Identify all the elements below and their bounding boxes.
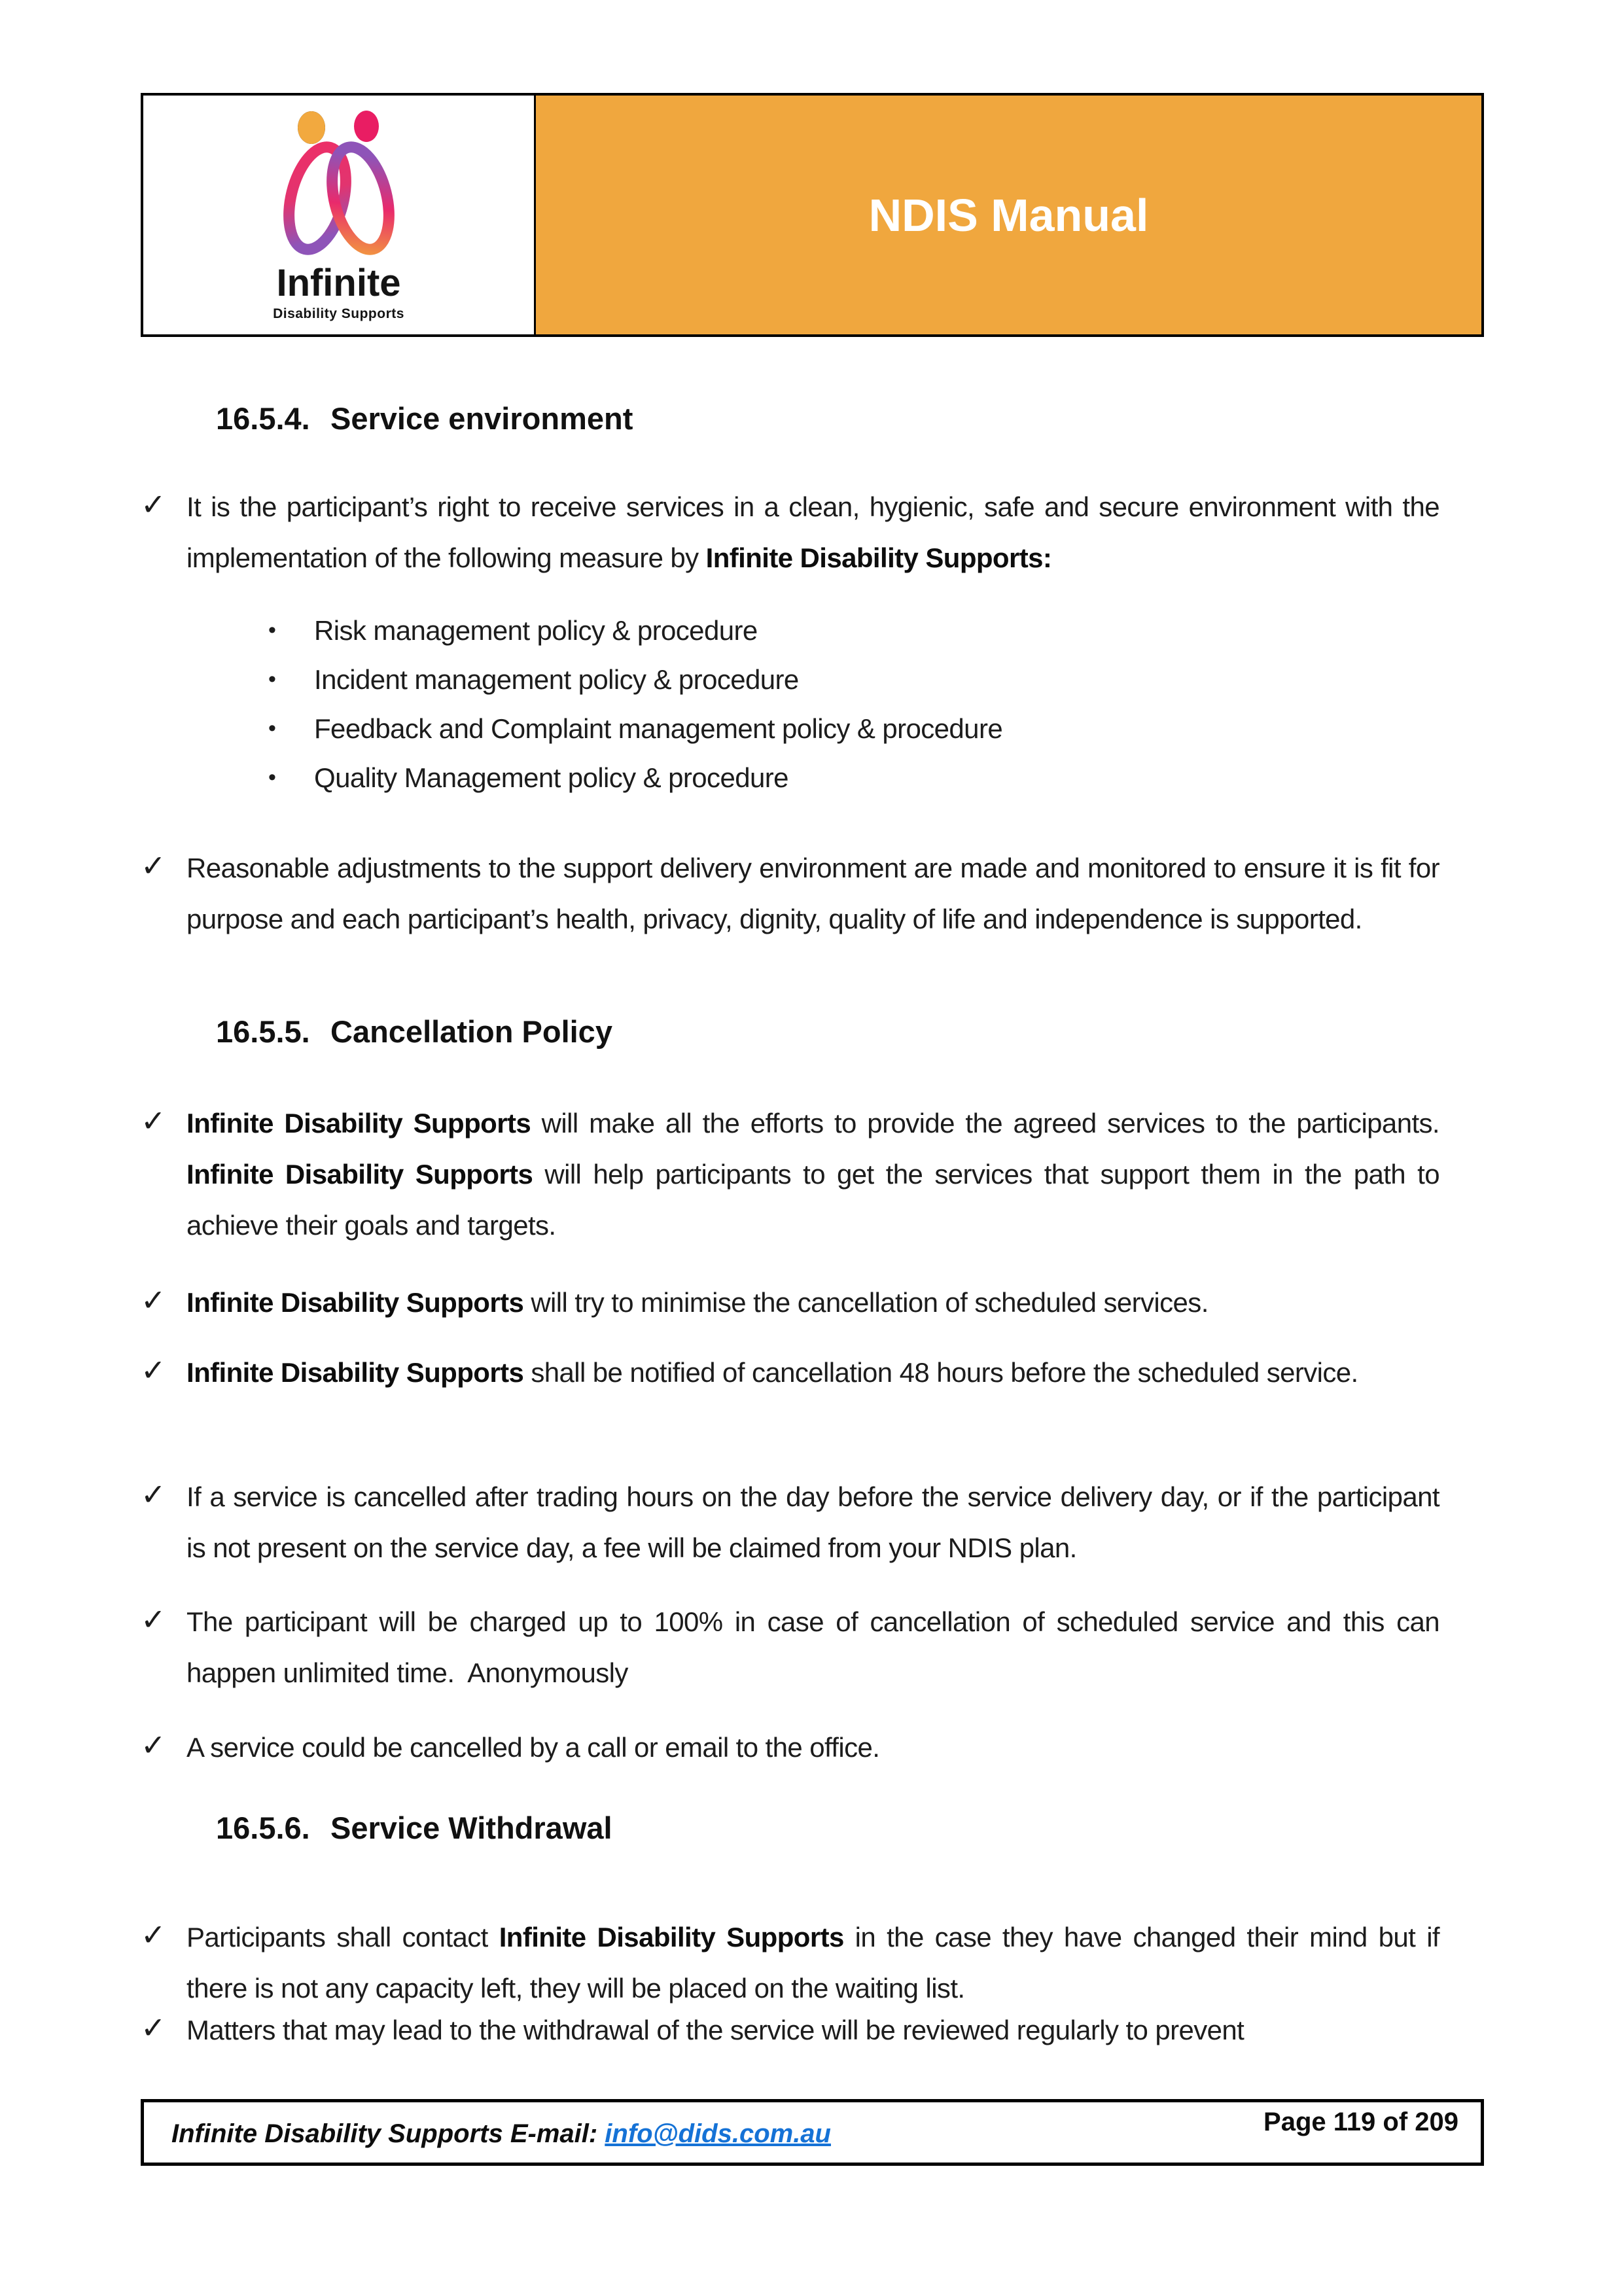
paragraph-text: The participant will be charged up to 100% in case of cancellation of scheduled service and this can happen unlimited time. Anonymously [186, 1606, 1447, 1688]
paragraph-text-bold: Infinite Disability Supports: [705, 542, 1052, 573]
paragraph-text: will make all the efforts to provide the agreed services to the participants. [531, 1108, 1439, 1139]
list-item-text: Risk management policy & procedure [314, 615, 758, 646]
logo [143, 96, 536, 334]
paragraph-text: will help participants to get the services that support them in the path to achieve their goals and targets. [186, 1159, 1439, 1241]
paragraph-text: Participants shall contact [186, 1922, 499, 1952]
check-icon: ✓ [141, 487, 166, 521]
infinity-logo-icon [254, 108, 424, 258]
logo-tagline: Disability Supports [273, 306, 404, 321]
paragraph [141, 482, 1439, 584]
paragraph [141, 2005, 1439, 2056]
banner [536, 96, 1481, 334]
list-item-text: Quality Management policy & procedure [314, 762, 788, 793]
list-item [268, 606, 1381, 655]
section-title: Service Withdrawal [330, 1810, 612, 1845]
header [141, 93, 1484, 337]
check-icon: ✓ [141, 1602, 166, 1636]
list-item [268, 753, 1381, 802]
paragraph [141, 1597, 1447, 1699]
check-icon: ✓ [141, 1353, 166, 1387]
paragraph-text-bold: Infinite Disability Supports [186, 1108, 531, 1139]
list-item-text: Feedback and Complaint management policy & procedure [314, 713, 1003, 744]
paragraph [141, 1098, 1439, 1251]
paragraph [141, 843, 1439, 945]
check-icon: ✓ [141, 1918, 166, 1952]
paragraph-text-bold: Infinite Disability Supports [186, 1287, 524, 1318]
paragraph-text: Reasonable adjustments to the support delivery environment are made and monitored to ensure it is fit for purpose and each participant’s health, privacy, dignity, quality of life and independence is supported. [186, 853, 1439, 934]
bullet-list [268, 606, 1381, 802]
check-icon: ✓ [141, 1728, 166, 1762]
section-number: 16.5.5. [216, 1014, 310, 1049]
check-icon: ✓ [141, 1477, 166, 1511]
bullet-icon: • [268, 765, 276, 790]
paragraph-text: in the case they have changed their mind but if there is not any capacity left, they will be placed on the waiting list. [186, 1922, 1439, 2004]
paragraph-text-bold: Infinite Disability Supports [186, 1159, 533, 1190]
paragraph [141, 1277, 1439, 1328]
list-item-text: Incident management policy & procedure [314, 664, 799, 695]
paragraph-text-bold: Infinite Disability Supports [499, 1922, 844, 1952]
bullet-icon: • [268, 716, 276, 741]
page-number: Page 119 of 209 [1263, 2108, 1458, 2136]
paragraph [141, 1912, 1439, 2014]
section-number: 16.5.6. [216, 1810, 310, 1845]
section-title: Cancellation Policy [330, 1014, 612, 1049]
section-number: 16.5.4. [216, 401, 310, 436]
paragraph-text: shall be notified of cancellation 48 hours before the scheduled service. [523, 1357, 1358, 1388]
paragraph-text: A service could be cancelled by a call or email to the office. [186, 1732, 880, 1763]
section-heading-service-environment [216, 400, 633, 436]
page-title: NDIS Manual [868, 189, 1149, 241]
paragraph-text: If a service is cancelled after trading hours on the day before the service delivery day, or if the participant is not present on the service day, a fee will be claimed from your NDIS plan. [186, 1481, 1439, 1563]
check-icon: ✓ [141, 849, 166, 883]
footer-contact [171, 2119, 831, 2149]
section-title: Service environment [330, 401, 633, 436]
check-icon: ✓ [141, 2011, 166, 2045]
paragraph [141, 1472, 1439, 1574]
bullet-icon: • [268, 618, 276, 643]
check-icon: ✓ [141, 1283, 166, 1317]
paragraph-text: Matters that may lead to the withdrawal of the service will be reviewed regularly to prevent [186, 2015, 1244, 2045]
paragraph-text: It is the participant’s right to receive services in a clean, hygienic, safe and secure environment with the implementation of the following measure by [186, 491, 1439, 573]
check-icon: ✓ [141, 1104, 166, 1138]
paragraph [141, 1722, 1439, 1773]
logo-brand-text: Infinite [276, 262, 401, 304]
footer-contact-label: Infinite Disability Supports E-mail: [171, 2119, 605, 2148]
list-item [268, 704, 1381, 753]
list-item [268, 655, 1381, 704]
paragraph-text-bold: Infinite Disability Supports [186, 1357, 524, 1388]
paragraph-text: will try to minimise the cancellation of scheduled services. [523, 1287, 1209, 1318]
paragraph [141, 1347, 1439, 1398]
email-link[interactable]: info@dids.com.au [605, 2119, 831, 2148]
bullet-icon: • [268, 667, 276, 692]
section-heading-cancellation-policy [216, 1014, 612, 1050]
footer [141, 2099, 1484, 2166]
section-heading-service-withdrawal [216, 1810, 612, 1846]
